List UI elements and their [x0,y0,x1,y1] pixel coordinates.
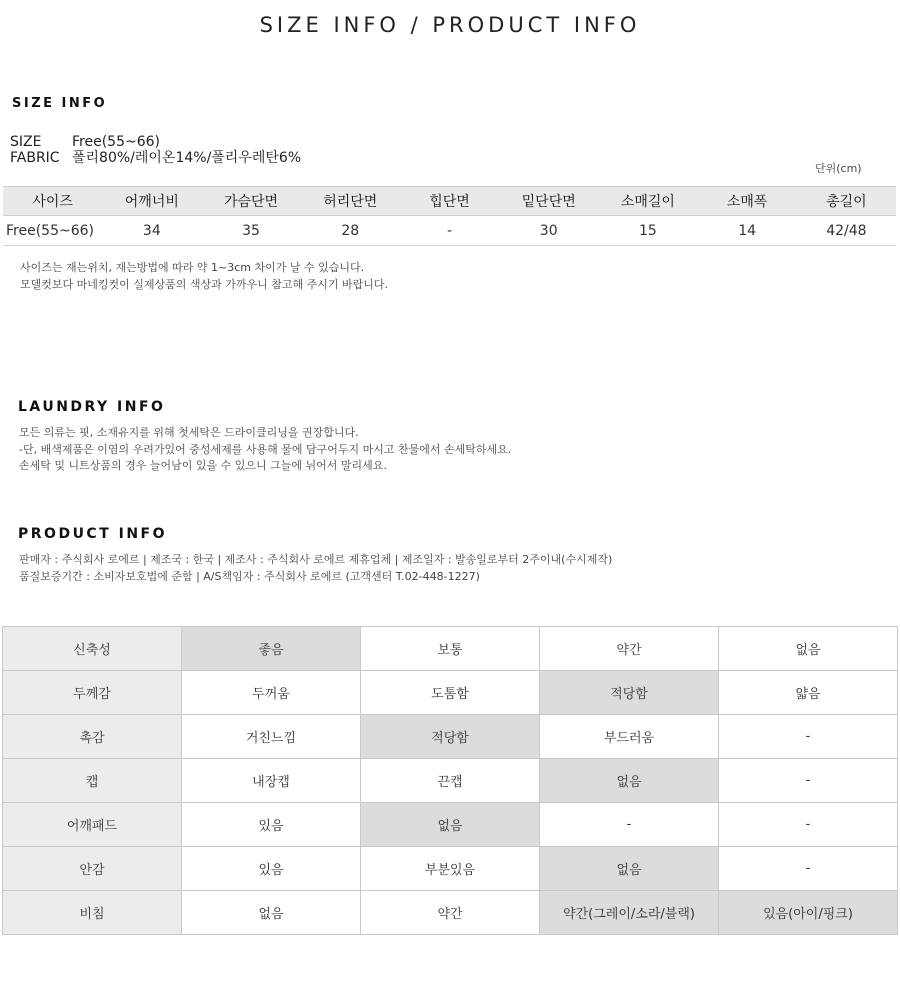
attribute-option: 없음 [182,891,361,935]
laundry-info-heading: LAUNDRY INFO [18,399,166,415]
attribute-label: 안감 [3,847,182,891]
attribute-row [3,803,898,847]
attribute-row [3,891,898,935]
laundry-line: 손세탁 및 니트상품의 경우 늘어남이 있을 수 있으니 그늘에 뉘어서 말리세요. [19,459,387,472]
attribute-option: 내장캡 [182,759,361,803]
attribute-option-selected: 약간(그레이/소라/블랙) [540,891,719,935]
attribute-option-selected: 없음 [361,803,540,847]
attribute-option: - [719,715,898,759]
column-header: 어깨너비 [102,187,201,216]
attribute-row [3,759,898,803]
column-header: 힙단면 [400,187,499,216]
table-cell: 34 [102,216,201,246]
table-row [3,216,896,246]
column-header: 소매폭 [698,187,797,216]
size-key: SIZE [10,134,42,150]
laundry-line: 모든 의류는 핏, 소재유지를 위해 첫세탁은 드라이클리닝을 권장합니다. [19,426,359,439]
attribute-option: 없음 [719,627,898,671]
attribute-option: 얇음 [719,671,898,715]
attribute-option: 끈캡 [361,759,540,803]
column-header: 허리단면 [301,187,400,216]
attribute-label: 촉감 [3,715,182,759]
size-value: Free(55~66) [72,134,160,150]
table-cell: - [400,216,499,246]
column-header: 사이즈 [3,187,102,216]
attribute-option: - [540,803,719,847]
fabric-value: 폴리80%/레이온14%/폴리우레탄6% [72,150,302,166]
size-table-header [3,187,896,216]
attribute-option: 보통 [361,627,540,671]
attribute-option: 약간 [540,627,719,671]
note-line: 사이즈는 재는위치, 재는방법에 따라 약 1~3cm 차이가 날 수 있습니다. [20,261,365,274]
attribute-label: 신축성 [3,627,182,671]
attribute-option-selected: 없음 [540,847,719,891]
size-spec-row [10,134,301,150]
attribute-option-selected: 적당함 [361,715,540,759]
size-info-heading: SIZE INFO [12,96,108,111]
product-info-heading: PRODUCT INFO [18,526,168,542]
attribute-option: - [719,759,898,803]
attribute-label: 캡 [3,759,182,803]
size-spec [10,134,301,166]
attribute-option: 거친느낌 [182,715,361,759]
attribute-label: 비침 [3,891,182,935]
table-cell: Free(55~66) [3,216,102,246]
attribute-row [3,715,898,759]
fabric-key: FABRIC [10,150,60,166]
attribute-table [2,626,898,935]
table-cell: 30 [499,216,598,246]
attribute-option: 도톰함 [361,671,540,715]
column-header: 가슴단면 [201,187,300,216]
fabric-spec-row [10,150,301,166]
page-title: SIZE INFO / PRODUCT INFO [259,13,641,37]
laundry-line: -단, 배색제품은 이염의 우려가있어 중성세제를 사용해 물에 담구어두지 마시고 찬물에서 손세탁하세요. [19,442,512,456]
table-cell: 42/48 [797,216,896,246]
attribute-row [3,671,898,715]
table-cell: 35 [201,216,300,246]
column-header: 총길이 [797,187,896,216]
attribute-option-selected: 좋음 [182,627,361,671]
attribute-option: - [719,803,898,847]
attribute-label: 두께감 [3,671,182,715]
attribute-option-selected: 없음 [540,759,719,803]
size-notes [20,260,388,293]
attribute-option-selected: 적당함 [540,671,719,715]
attribute-option: 부분있음 [361,847,540,891]
unit-label: 단위(cm) [815,162,862,175]
column-header: 밑단단면 [499,187,598,216]
table-cell: 15 [598,216,697,246]
attribute-option: 있음 [182,847,361,891]
note-line: 모델컷보다 마네킹컷이 실제상품의 색상과 가까우니 참고해 주시기 바랍니다. [20,277,389,291]
product-notes [19,552,612,585]
table-cell: 28 [301,216,400,246]
attribute-label: 어깨패드 [3,803,182,847]
laundry-notes [19,425,511,475]
attribute-option-selected: 있음(아이/핑크) [719,891,898,935]
attribute-option: - [719,847,898,891]
attribute-option: 두꺼움 [182,671,361,715]
attribute-option: 부드러움 [540,715,719,759]
product-line: 판매자 : 주식회사 로에르 | 제조국 : 한국 | 제조사 : 주식회사 로에르 제휴업체 | 제조일자 : 발송일로부터 2주이내(수시제작) [19,553,613,566]
size-table [3,186,896,246]
attribute-option: 있음 [182,803,361,847]
attribute-row [3,847,898,891]
attribute-row [3,627,898,671]
product-line: 품질보증기간 : 소비자보호법에 준함 | A/S책임자 : 주식회사 로에르 (고객센터 T.02-448-1227) [19,569,480,583]
table-cell: 14 [698,216,797,246]
column-header: 소매길이 [598,187,697,216]
attribute-option: 약간 [361,891,540,935]
